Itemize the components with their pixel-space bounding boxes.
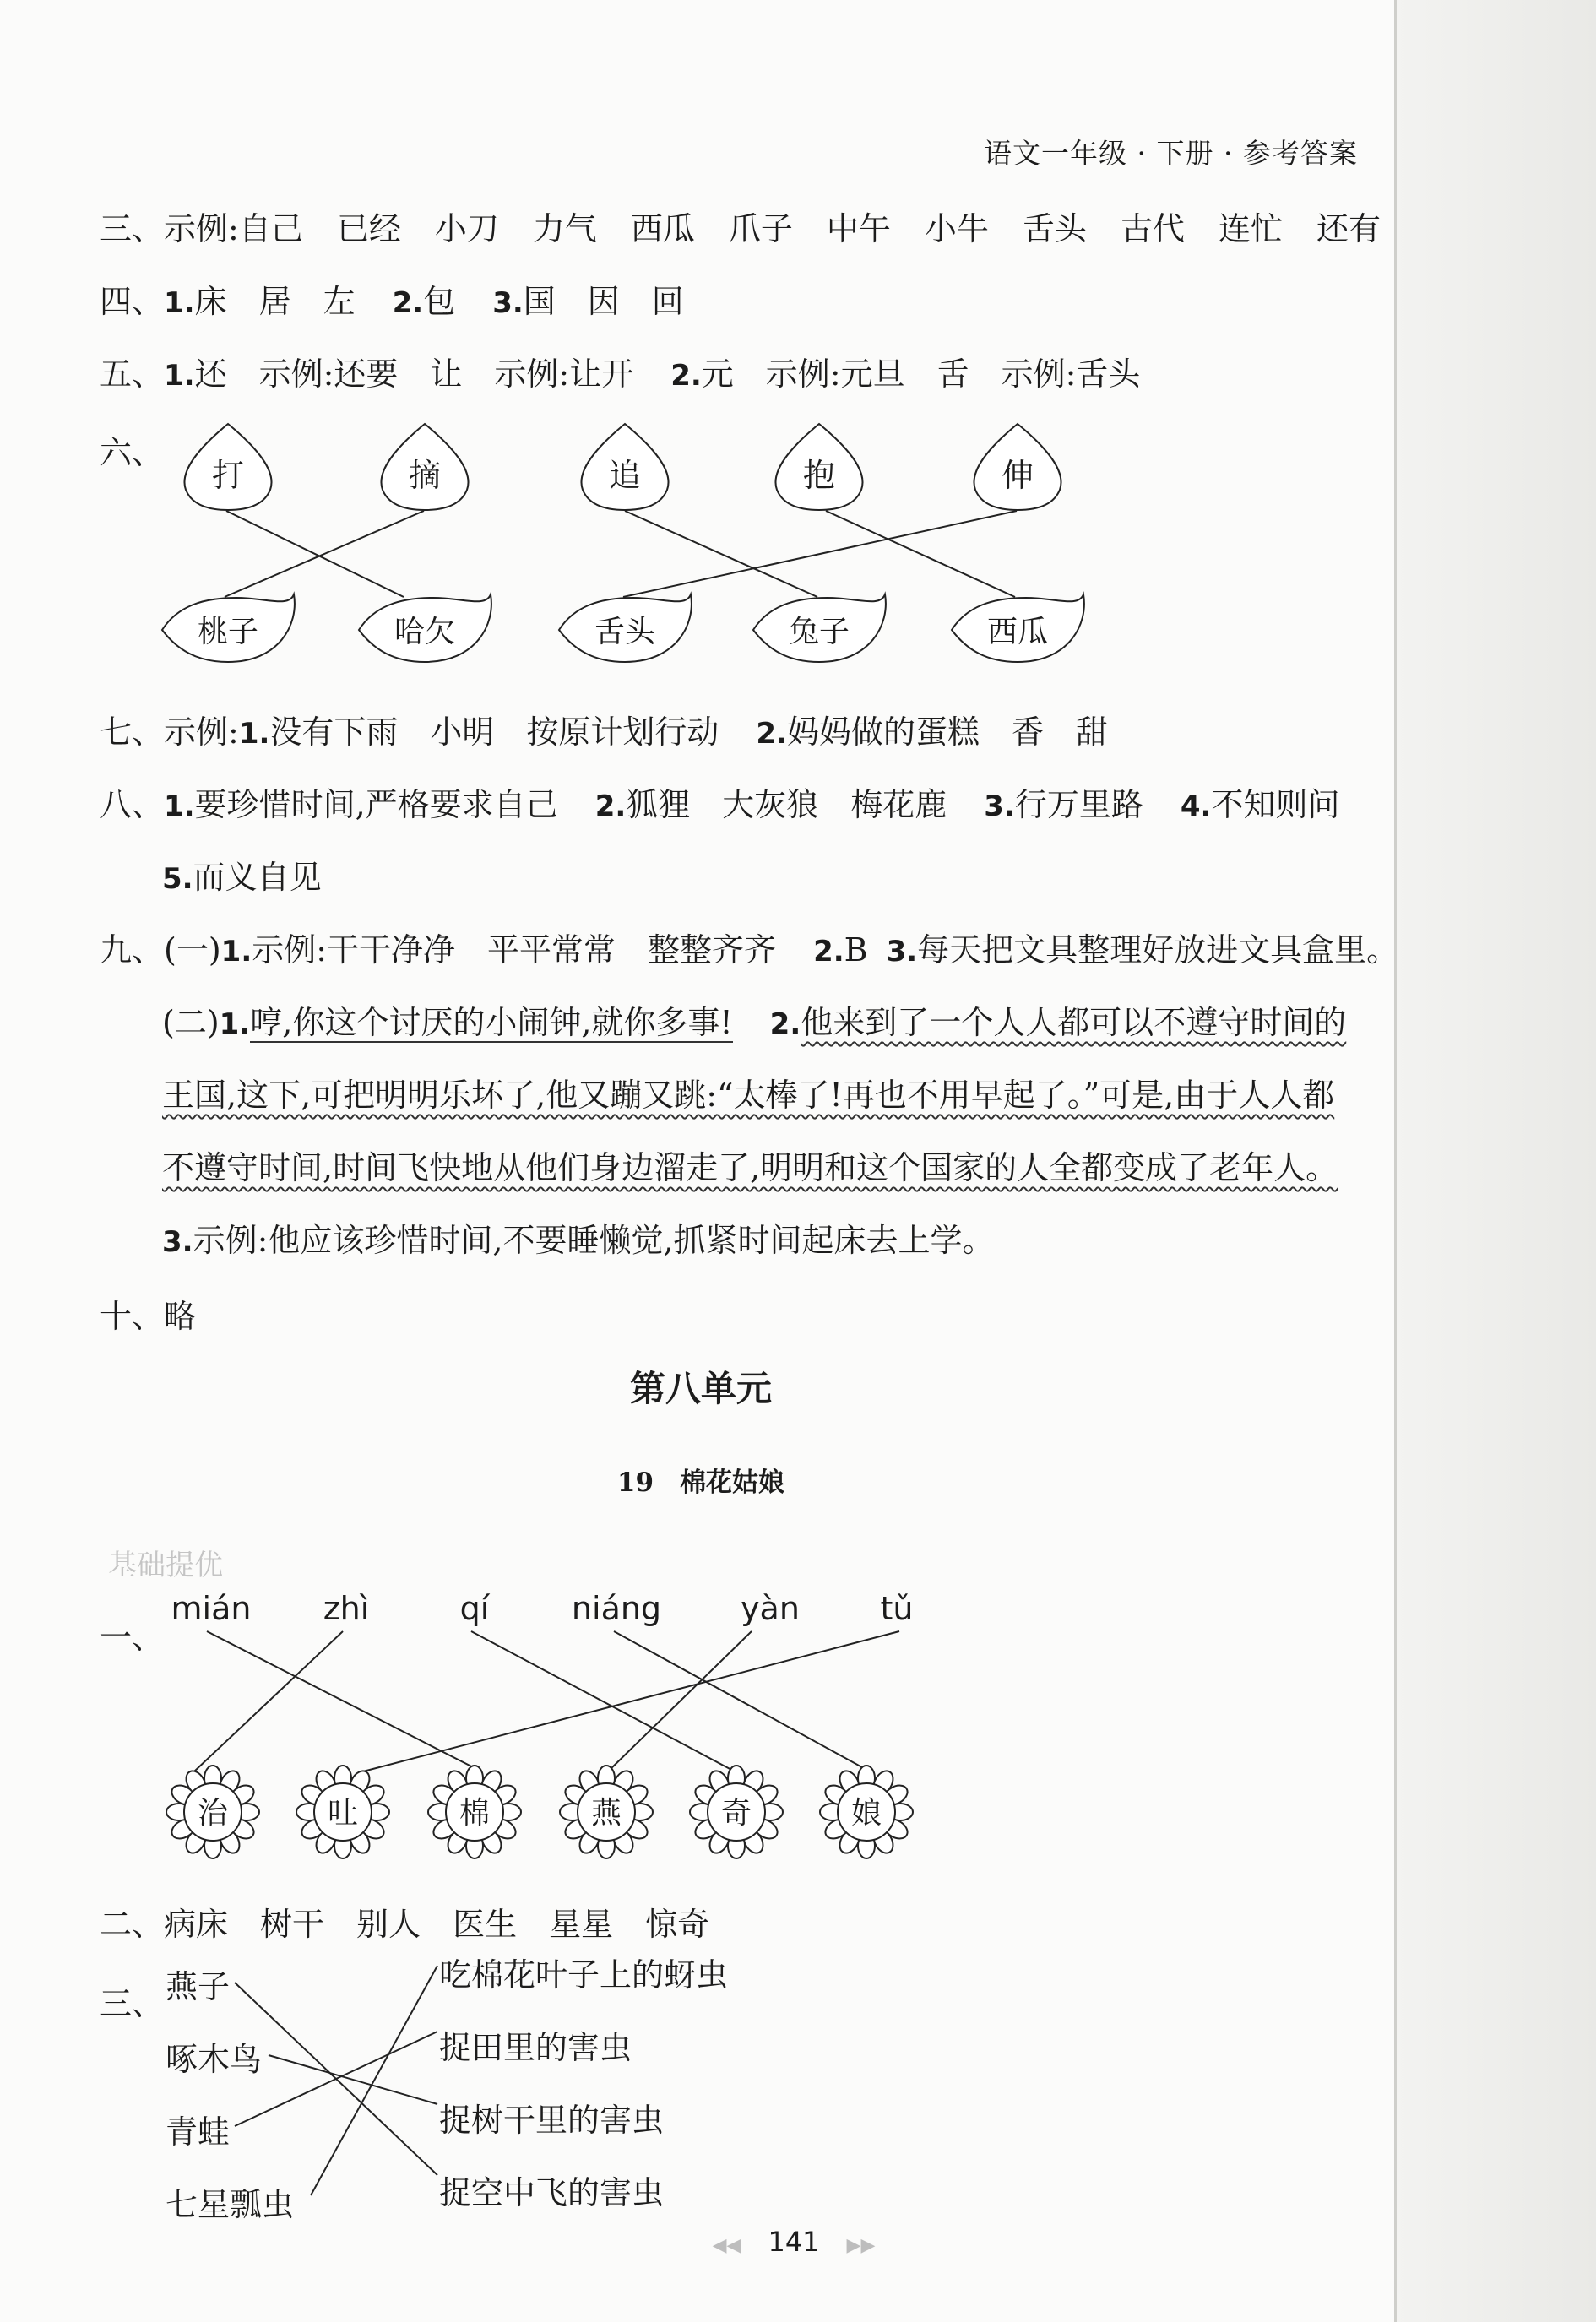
match-line [623, 511, 1017, 597]
item-number: 3. [162, 1225, 193, 1259]
q3-left-item: 啄木鸟 [166, 2041, 263, 2078]
answer-text: 国 因 回 [523, 283, 684, 320]
match-line [235, 2032, 437, 2126]
answer-text: 没有下雨 小明 按原计划行动 [269, 713, 719, 751]
item-number: 3. [492, 286, 524, 320]
answer-text: 狐狸 大灰狼 梅花鹿 [626, 786, 947, 823]
word-item: 树干 [260, 1906, 325, 1943]
match-line [471, 1631, 735, 1771]
flower-character: 吐 [327, 1796, 359, 1831]
item-number: 2. [392, 286, 424, 320]
leaf-word: 舌头 [594, 615, 656, 649]
pinyin-syllable: mián [171, 1590, 252, 1627]
word-item: 病床 [164, 1906, 229, 1943]
answer-text: 不知则问 [1211, 786, 1340, 823]
answer-text: B [844, 931, 868, 968]
word-item: 中午 [826, 210, 891, 247]
answer-qi [100, 706, 1108, 752]
pinyin-syllable: niáng [571, 1590, 662, 1627]
q3-right-item: 吃棉花叶子上的蚜虫 [439, 1956, 729, 1994]
answer-text: 要珍惜时间,严格要求自己 [194, 786, 558, 823]
leaf-character: 打 [211, 457, 245, 494]
answer-si [100, 275, 684, 322]
leaf-word: 西瓜 [986, 615, 1049, 649]
word-item: 医生 [453, 1906, 518, 1943]
label-q2: 二、 [100, 1906, 165, 1943]
answer-text: 包 [423, 283, 456, 320]
pinyin-syllable: qí [459, 1590, 490, 1627]
item-number: 3. [886, 935, 918, 968]
item-number: 2. [594, 789, 627, 823]
match-line [194, 1631, 343, 1771]
word-item: 小牛 [924, 210, 989, 247]
q2-word-list [164, 1906, 709, 1943]
label-qi: 七、示例: [100, 713, 239, 751]
match-line [826, 511, 1015, 597]
leaf-word: 哈欠 [394, 615, 456, 649]
matching-diagram-q3 [0, 1942, 760, 2221]
section-label: 基础提优 [108, 1549, 223, 1582]
answer-jiu-2b [162, 1069, 1334, 1115]
answer-jiu-2c [162, 1142, 1338, 1188]
answer-jiu-1 [100, 924, 1398, 970]
match-line [207, 1631, 481, 1771]
pinyin-syllable: yàn [741, 1590, 800, 1627]
unit-title: 第八单元 [629, 1368, 772, 1409]
match-line [311, 1966, 437, 2195]
item-number: 2. [756, 717, 787, 751]
q3-right-item: 捉树干里的害虫 [439, 2102, 665, 2139]
answer-q2 [100, 1898, 709, 1945]
label-q3: 三、 [100, 1985, 165, 2022]
san-word-list [239, 210, 1381, 247]
flower-character: 燕 [590, 1796, 622, 1831]
label-jiu: 九、 [100, 931, 165, 968]
label-wu: 五、 [100, 355, 165, 393]
page-header: 语文一年级 · 下册 · 参考答案 [984, 137, 1358, 170]
item-number: 1. [164, 286, 195, 320]
part-label: (一) [164, 931, 221, 968]
word-item: 星星 [549, 1906, 614, 1943]
item-number: 1. [164, 789, 195, 823]
answer-jiu-3 [162, 1214, 995, 1261]
word-item: 还有 [1316, 210, 1381, 247]
word-item: 自己 [238, 210, 303, 247]
label-si: 四、 [100, 283, 165, 320]
answer-text: 元 示例:元旦 舌 示例:舌头 [701, 355, 1141, 393]
answer-jiu-2 [162, 996, 1346, 1043]
answer-shi: 十、略 [100, 1298, 197, 1335]
item-number: 3. [984, 789, 1015, 823]
q3-right-item: 捉田里的害虫 [439, 2029, 632, 2066]
matching-diagram-liu [0, 405, 1182, 692]
part-label: (二) [162, 1004, 220, 1041]
underlined-answer: 哼,你这个讨厌的小闹钟,就你多事! [250, 1004, 733, 1041]
wavy-underlined-answer: 不遵守时间,时间飞快地从他们身边溜走了,明明和这个国家的人全都变成了老年人。 [162, 1149, 1338, 1186]
wavy-underlined-answer: 王国,这下,可把明明乐坏了,他又蹦又跳:“太棒了!再也不用早起了。”可是,由于人人都 [162, 1077, 1335, 1114]
item-number: 1. [220, 935, 252, 968]
flower-character: 娘 [850, 1796, 882, 1831]
match-line [614, 1631, 870, 1771]
answer-wu [100, 348, 1140, 394]
word-item: 爪子 [728, 210, 793, 247]
answer-text: 妈妈做的蛋糕 香 甜 [786, 713, 1108, 751]
word-item: 连忙 [1218, 210, 1283, 247]
wavy-underlined-answer: 他来到了一个人人都可以不遵守时间的 [801, 1004, 1347, 1041]
answer-ba-5 [162, 851, 322, 898]
q3-left-item: 青蛙 [166, 2113, 231, 2151]
answer-text: 床 居 左 [194, 283, 356, 320]
label-san: 三、示例: [100, 210, 239, 247]
flower-character: 棉 [459, 1796, 491, 1831]
item-number: 5. [162, 862, 193, 896]
q3-left-item: 燕子 [166, 1968, 231, 2005]
word-item: 古代 [1120, 210, 1185, 247]
lesson-number: 19 [616, 1468, 654, 1498]
leaf-character: 抱 [802, 457, 836, 494]
match-line [363, 1631, 899, 1771]
answer-san [100, 203, 1381, 249]
answer-text: 示例:干干净净 平平常常 整整齐齐 [252, 931, 777, 968]
leaf-word: 兔子 [788, 615, 850, 649]
word-item: 已经 [336, 210, 401, 247]
answer-text: 示例:他应该珍惜时间,不要睡懒觉,抓紧时间起床去上学。 [193, 1222, 995, 1259]
answer-text: 还 示例:还要 让 示例:让开 [194, 355, 634, 393]
item-number: 1. [238, 717, 270, 751]
matching-diagram-q1 [0, 1587, 971, 1874]
label-liu: 六、 [100, 434, 165, 471]
flower-character: 奇 [720, 1796, 752, 1831]
pinyin-syllable: tǔ [880, 1590, 914, 1627]
leaf-character: 摘 [408, 457, 442, 494]
item-number: 1. [164, 359, 195, 393]
item-number: 2. [813, 935, 844, 968]
lesson-name: 棉花姑娘 [680, 1468, 785, 1498]
leaf-word: 桃子 [197, 615, 259, 649]
flower-character: 治 [197, 1796, 229, 1831]
word-item: 小刀 [434, 210, 499, 247]
word-item: 舌头 [1022, 210, 1087, 247]
label-ba: 八、 [100, 786, 165, 823]
item-number: 1. [219, 1007, 251, 1041]
word-item: 力气 [532, 210, 597, 247]
leaf-character: 追 [608, 457, 642, 494]
binding-margin [1395, 0, 1596, 2322]
word-item: 别人 [356, 1906, 421, 1943]
item-number: 2. [769, 1007, 801, 1041]
answer-text: 而义自见 [193, 859, 322, 896]
q3-right-item: 捉空中飞的害虫 [439, 2174, 665, 2211]
page-number-text: 141 [768, 2226, 820, 2258]
match-line [269, 2055, 437, 2104]
answer-text: 行万里路 [1014, 786, 1143, 823]
word-item: 西瓜 [630, 210, 695, 247]
answer-ba [100, 779, 1339, 825]
word-item: 惊奇 [645, 1906, 710, 1943]
match-line [625, 511, 817, 597]
answer-text: 每天把文具整理好放进文具盒里。 [917, 931, 1399, 968]
binding-edge [1394, 0, 1397, 2322]
page-number: ◀◀ 141 ▶▶ [712, 2226, 876, 2258]
item-number: 4. [1180, 789, 1212, 823]
lesson-title [0, 1461, 1402, 1499]
q3-left-item: 七星瓢虫 [166, 2186, 295, 2223]
pinyin-syllable: zhì [323, 1590, 370, 1627]
label-q1: 一、 [100, 1619, 165, 1656]
leaf-character: 伸 [1001, 457, 1034, 494]
item-number: 2. [670, 359, 702, 393]
